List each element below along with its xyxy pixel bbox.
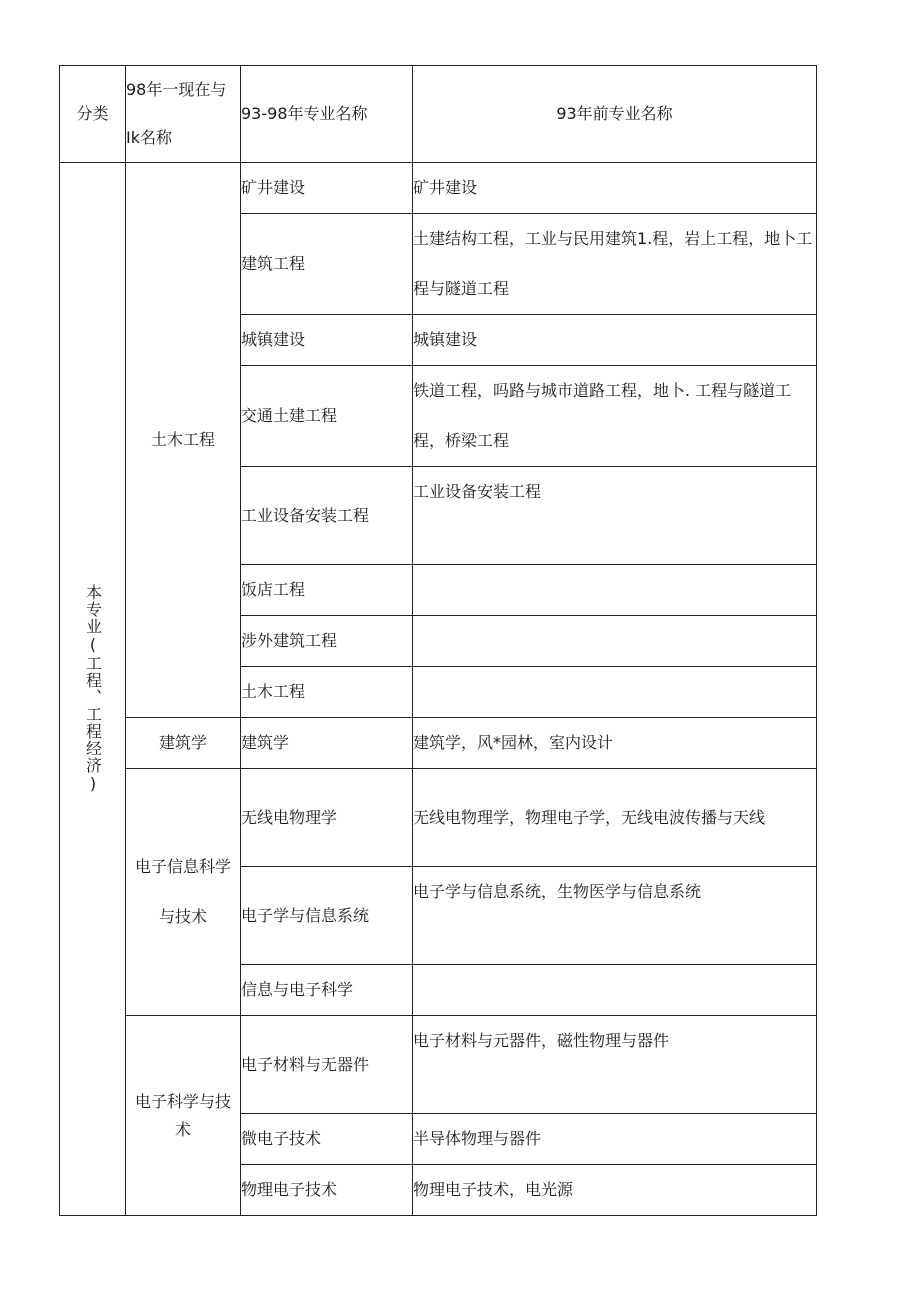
old-name: 物理电子技术，电光源 — [413, 1165, 817, 1216]
mid-name: 微电子技术 — [241, 1114, 413, 1165]
mid-name: 信息与电子科学 — [241, 965, 413, 1016]
table-row — [60, 769, 817, 867]
mid-name: 饭店工程 — [241, 565, 413, 616]
table-row — [60, 163, 817, 214]
mid-name: 工业设备安装工程 — [241, 467, 413, 565]
old-name: 土建结构工程，工业与民用建筑1.程，岩上工程，地卜工程与隧道工程 — [413, 214, 817, 315]
mid-name: 交通土建工程 — [241, 366, 413, 467]
majors-table — [59, 65, 817, 1216]
table-row — [60, 1016, 817, 1114]
mid-name: 矿井建设 — [241, 163, 413, 214]
old-name: 工业设备安装工程 — [413, 467, 817, 565]
category-cell — [60, 163, 126, 1216]
group-name-civil: 土木工程 — [126, 163, 241, 718]
old-name — [413, 965, 817, 1016]
mid-name: 建筑学 — [241, 718, 413, 769]
old-name — [413, 565, 817, 616]
header-row — [60, 66, 817, 163]
mid-name: 涉外建筑工程 — [241, 616, 413, 667]
old-name: 城镇建设 — [413, 315, 817, 366]
old-name — [413, 616, 817, 667]
group-name-architecture: 建筑学 — [126, 718, 241, 769]
mid-name: 电子材料与无器件 — [241, 1016, 413, 1114]
old-name: 矿井建设 — [413, 163, 817, 214]
mid-name: 土木工程 — [241, 667, 413, 718]
old-name: 电子学与信息系统，生物医学与信息系统 — [413, 867, 817, 965]
old-name — [413, 667, 817, 718]
header-before-93: 93年前专业名称 — [413, 66, 817, 163]
group-name-electronic-info: 电子信息科学与技术 — [126, 769, 241, 1016]
header-category: 分类 — [60, 66, 126, 163]
mid-name: 建筑工程 — [241, 214, 413, 315]
category-label: 本专业(工程、工程经济) — [83, 584, 103, 794]
old-name: 电子材料与元器件，磁性物理与器件 — [413, 1016, 817, 1114]
mid-name: 物理电子技术 — [241, 1165, 413, 1216]
old-name: 建筑学，风*园林，室内设计 — [413, 718, 817, 769]
mid-name: 电子学与信息系统 — [241, 867, 413, 965]
header-98-now: 98年一现在与Ik名称 — [126, 66, 241, 163]
header-93-98: 93-98年专业名称 — [241, 66, 413, 163]
table-row — [60, 718, 817, 769]
mid-name: 无线电物理学 — [241, 769, 413, 867]
old-name: 无线电物理学，物理电子学，无线电波传播与天线 — [413, 769, 817, 867]
old-name: 铁道工程，吗路与城市道路工程，地卜. 工程与隧道工程，桥梁工程 — [413, 366, 817, 467]
mid-name: 城镇建设 — [241, 315, 413, 366]
old-name: 半导体物理与器件 — [413, 1114, 817, 1165]
group-name-electronic-sci: 电子科学与技术 — [126, 1016, 241, 1216]
